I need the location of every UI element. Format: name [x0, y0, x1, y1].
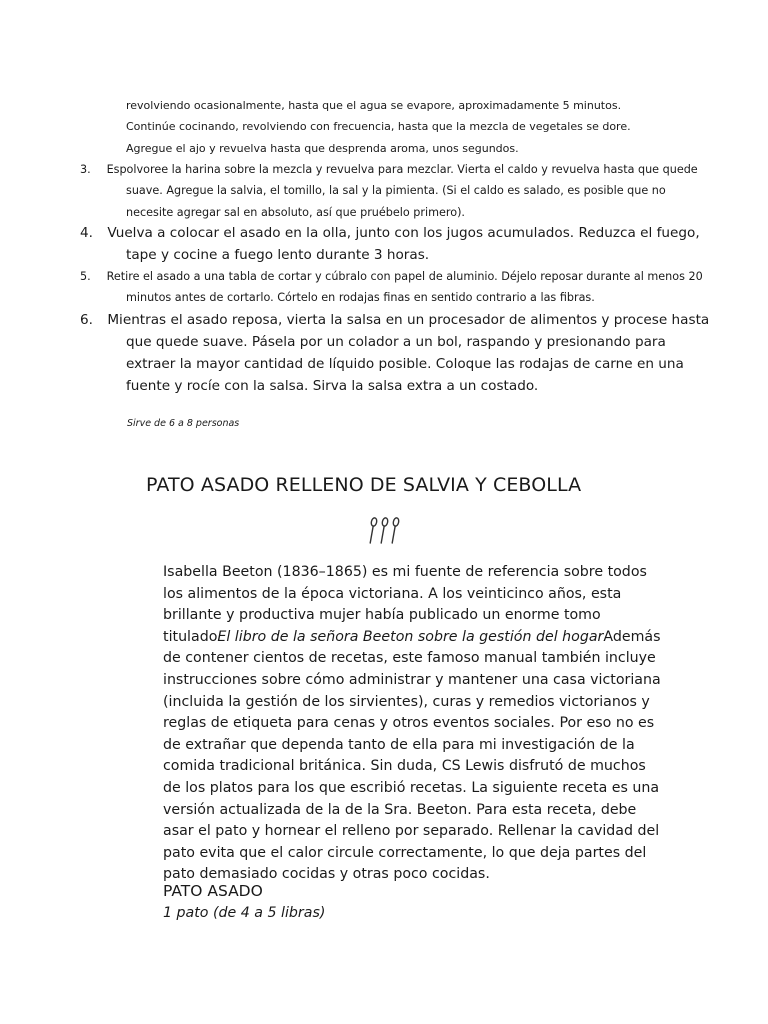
- serves-note: Sirve de 6 a 8 personas: [127, 418, 240, 429]
- recipe-step-3: 3. Espolvoree la harina sobre la mezcla y revuelva para mezclar. Vierta el caldo y revuelva hasta que quede suave. Agregue la salvia, el tomillo, la sal y la pimienta. (Si el caldo es salado, es posible que no necesite agregar sal en absoluto, así que pruébelo primero).: [80, 163, 698, 219]
- subsection-title: PATO ASADO: [163, 882, 263, 900]
- three-spoons-icon: [367, 516, 403, 546]
- recipe-step-4: 4. Vuelva a colocar el asado en la olla, junto con los jugos acumulados. Reduzca el fuego, tape y cocine a fuego lento durante 3 horas.: [80, 225, 700, 263]
- recipe-step-continuation: revolviendo ocasionalmente, hasta que el agua se evapore, aproximadamente 5 minutos. Continúe cocinando, revolviendo con frecuencia, hasta que la mezcla de vegetales se dore. Agregue el ajo y revuelva hasta que desprenda aroma, unos segundos.: [126, 99, 631, 155]
- recipe-step-5: 5. Retire el asado a una tabla de cortar y cúbralo con papel de aluminio. Déjelo reposar durante al menos 20 minutos antes de cortarlo. Córtelo en rodajas finas en sentido contrario a las fibras.: [80, 270, 703, 305]
- recipe-step-6: 6. Mientras el asado reposa, vierta la salsa en un procesador de alimentos y procese hasta que quede suave. Pásela por un colador a un bol, raspando y presionando para extraer la mayor cantidad de líquido posible. Coloque las rodajas de carne en una fuente y rocíe con la salsa. Sirva la salsa extra a un costado.: [80, 312, 710, 394]
- book-title: El libro de la señora Beeton sobre la gestión del hogar: [217, 628, 604, 645]
- step-text: Vuelva a colocar el asado en la olla, junto con los jugos acumulados. Reduzca el fuego, tape y cocine a fuego lento durante 3 horas.: [107, 225, 700, 263]
- step-text: Retire el asado a una tabla de cortar y cúbralo con papel de aluminio. Déjelo reposar durante al menos 20 minutos antes de cortarlo. Córtelo en rodajas finas en sentido contrario a las fibras.: [106, 270, 703, 305]
- intro-text-part2: Además de contener cientos de recetas, este famoso manual también incluye instrucciones sobre cómo administrar y mantener una casa victoriana (incluida la gestión de los sirvientes), curas y remedios victorianos y reglas de etiqueta para cenas y otros eventos sociales. Por eso no es de extrañar que dependa tanto de ella para mi investigación de la comida tradicional británica. Sin duda, CS Lewis disfrutó de muchos de los platos para los que escribió recetas. La siguiente receta es una versión actualizada de la de la Sra. Beeton. Para esta receta, debe asar el pato y hornear el relleno por separado. Rellenar la cavidad del pato evita que el calor circule correctamente, lo que deja partes del pato demasiado cocidas y otras poco cocidas.: [163, 628, 661, 883]
- step-text: Espolvoree la harina sobre la mezcla y revuelva para mezclar. Vierta el caldo y revuelva hasta que quede suave. Agregue la salvia, el tomillo, la sal y la pimienta. (Si el caldo es salado, es posible que no necesite agregar sal en absoluto, así que pruébelo primero).: [106, 163, 698, 219]
- step-text: Mientras el asado reposa, vierta la salsa en un procesador de alimentos y procese hasta que quede suave. Pásela por un colador a un bol, raspando y presionando para extraer la mayor cantidad de líquido posible. Coloque las rodajas de carne en una fuente y rocíe con la salsa. Sirva la salsa extra a un costado.: [107, 312, 710, 394]
- recipe-intro: [163, 562, 663, 886]
- intro-text-part1: Isabella Beeton (1836–1865) es mi fuente de referencia sobre todos los alimentos de la época victoriana. A los veinticinco años, esta brillante y productiva mujer había publicado un enorme tomo titulado: [163, 564, 647, 645]
- ingredient-line: 1 pato (de 4 a 5 libras): [163, 905, 326, 921]
- recipe-title: PATO ASADO RELLENO DE SALVIA Y CEBOLLA: [146, 474, 582, 496]
